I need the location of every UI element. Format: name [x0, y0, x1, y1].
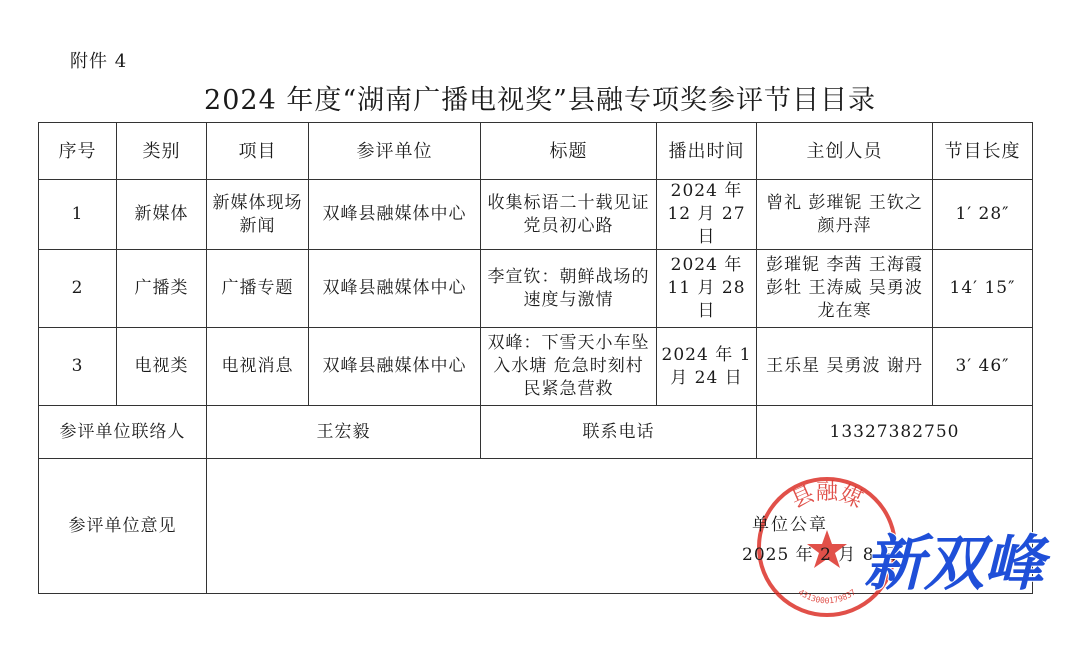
opinion-label: 参评单位意见: [39, 459, 207, 594]
cell-category: 电视类: [117, 328, 207, 406]
logo-text: 新双峰: [864, 529, 1044, 599]
cell-project: 电视消息: [207, 328, 309, 406]
document-title: 2024 年度“湖南广播电视奖”县融专项奖参评节目目录: [204, 85, 876, 116]
table-header-row: [39, 123, 1033, 180]
cell-no: 2: [39, 250, 117, 328]
contact-row: [39, 406, 1033, 459]
seal-stamp-number: 4313000179837: [796, 587, 858, 606]
cell-length: 1′ 28″: [933, 180, 1033, 250]
table-row: [39, 250, 1033, 328]
cell-headline: 收集标语二十载见证党员初心路: [481, 180, 657, 250]
cell-unit: 双峰县融媒体中心: [309, 328, 481, 406]
cell-broadcast: 2024 年 12 月 27 日: [657, 180, 757, 250]
cell-category: 广播类: [117, 250, 207, 328]
header-broadcast: 播出时间: [657, 123, 757, 180]
table-row: [39, 328, 1033, 406]
new-shuangfeng-logo: [856, 518, 1052, 608]
cell-headline: 李宣钦：朝鲜战场的速度与激情: [481, 250, 657, 328]
phone-value: 13327382750: [757, 406, 1033, 459]
cell-creators: 曾礼 彭璀铌 王钦之 颜丹萍: [757, 180, 933, 250]
header-no: 序号: [39, 123, 117, 180]
header-creators: 主创人员: [757, 123, 933, 180]
seal-caption: 单位公章: [752, 515, 828, 535]
header-project: 项目: [207, 123, 309, 180]
cell-no: 1: [39, 180, 117, 250]
cell-broadcast: 2024 年 11 月 28 日: [657, 250, 757, 328]
attachment-label: 附件 4: [70, 51, 128, 72]
phone-label: 联系电话: [481, 406, 757, 459]
seal-stamp-text: 县融媒: [787, 480, 867, 514]
cell-broadcast: 2024 年 1 月 24 日: [657, 328, 757, 406]
cell-category: 新媒体: [117, 180, 207, 250]
seal-date: 2025 年 2 月 8 日: [742, 545, 899, 565]
cell-length: 3′ 46″: [933, 328, 1033, 406]
contact-label: 参评单位联络人: [39, 406, 207, 459]
cell-unit: 双峰县融媒体中心: [309, 180, 481, 250]
cell-headline: 双峰：下雪天小车坠入水塘 危急时刻村民紧急营救: [481, 328, 657, 406]
svg-text:4313000179837: [797, 588, 858, 606]
cell-no: 3: [39, 328, 117, 406]
cell-creators: 彭璀铌 李茜 王海霞 彭牡 王涛威 吴勇波 龙在寒: [757, 250, 933, 328]
cell-length: 14′ 15″: [933, 250, 1033, 328]
table-row: [39, 180, 1033, 250]
header-length: 节目长度: [933, 123, 1033, 180]
header-category: 类别: [117, 123, 207, 180]
cell-creators: 王乐星 吴勇波 谢丹: [757, 328, 933, 406]
cell-unit: 双峰县融媒体中心: [309, 250, 481, 328]
cell-project: 新媒体现场新闻: [207, 180, 309, 250]
contact-name: 王宏毅: [207, 406, 481, 459]
cell-project: 广播专题: [207, 250, 309, 328]
header-unit: 参评单位: [309, 123, 481, 180]
header-headline: 标题: [481, 123, 657, 180]
